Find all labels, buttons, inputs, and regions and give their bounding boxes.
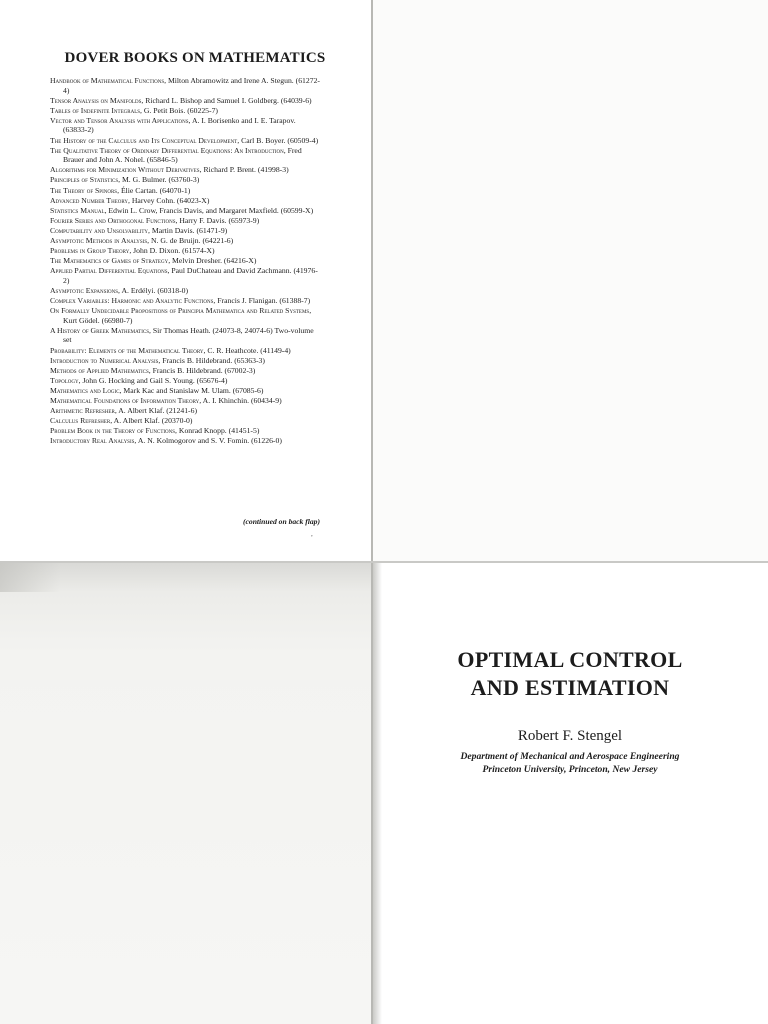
book-entry-details: A. N. Kolmogorov and S. V. Fomin. (61226-0) [136,436,282,446]
book-entry-details: A. I. Borisenko and I. E. Tarapov. (63833-2) [63,115,296,135]
book-entry [50,326,320,345]
book-entry-title: The Qualitative Theory of Ordinary Differential Equations: An Introduction, [50,145,286,155]
book-entry-details: Sir Thomas Heath. (24073-8, 24074-6) Two-volume set [63,325,314,345]
book-entry [50,226,320,236]
pen-mark: , [311,530,313,538]
book-entry-title: Handbook of Mathematical Functions, [50,76,167,85]
book-entry-details: Francis B. Hildebrand. (65363-3) [160,355,265,365]
book-entry [50,266,320,285]
book-entry [50,426,320,436]
book-entry-details: A. Albert Klaf. (20370-0) [112,416,193,426]
blank-page [372,0,768,562]
book-entry-details: Carl B. Boyer. (60509-4) [239,135,319,145]
book-entry-details: A. Erdélyi. (60318-0) [119,285,189,295]
continued-note: (continued on back flap) [243,517,320,526]
book-entry-details: Konrad Knopp. (41451-5) [176,426,260,436]
book-entry-title: The Theory of Spinors, [50,185,120,195]
book-entry-title: Introduction to Numerical Analysis, [50,355,161,365]
book-entry [50,216,320,226]
book-entry [50,175,320,185]
book-entry-title: Asymptotic Expansions, [50,285,120,295]
book-title-line-1: OPTIMAL CONTROL [457,647,683,672]
book-entry [50,106,320,116]
book-entry [50,376,320,386]
book-entry-details: Melvin Dresher. (64216-X) [170,256,257,266]
book-entry-title: Mathematical Foundations of Information Theory, [50,396,202,405]
book-entry [50,116,320,135]
book-entry-details: Francis B. Hildebrand. (67002-3) [150,365,256,375]
book-entry-title: A History of Greek Mathematics, [50,325,151,335]
book-entry [50,386,320,396]
book-entry [50,396,320,406]
book-entry-title: Arithmetic Refresher, [50,406,117,416]
book-entry-details: A. I. Khinchin. (60434-9) [201,396,282,405]
book-entry-title: Problems in Group Theory, [50,246,132,256]
blank-page-lower-left [0,562,372,1024]
book-entry [50,165,320,175]
book-entry-title: Tables of Indefinite Integrals, [50,105,142,115]
book-entry-details: Harvey Cohn. (64023-X) [129,195,210,205]
book-entry [50,306,320,325]
book-entry [50,286,320,296]
book-entry [50,356,320,366]
book-entry-title: Applied Partial Differential Equations, [50,266,170,276]
book-entry-details: Richard L. Bishop and Samuel I. Goldberg. (64039-6) [143,95,312,105]
book-entry [50,436,320,446]
book-entry-details: Mark Kac and Stanislaw M. Ulam. (67085-6) [121,385,264,395]
book-entry-details: G. Petit Bois. (60225-7) [141,105,218,115]
book-entry [50,416,320,426]
book-entry [50,186,320,196]
page-shadow [0,562,60,592]
book-entry-title: On Formally Undecidable Propositions of Principia Mathematica and Related Systems, [50,306,312,316]
book-entry-title: Vector and Tensor Analysis with Applications, [50,115,191,125]
author-name: Robert F. Stengel [517,728,623,744]
book-entry-title: Introductory Real Analysis, [50,436,137,446]
book-entry-details: John D. Dixon. (61574-X) [131,246,215,256]
book-entry-title: Topology, [50,375,81,385]
book-entry-details: Fred Brauer and John A. Nohel. (65846-5) [63,145,302,165]
book-entry-title: Fourier Series and Orthogonal Functions, [50,215,178,225]
book-entry-details: Paul DuChateau and David Zachmann. (41976-2) [63,266,318,285]
book-entry-title: Calculus Refresher, [50,416,113,426]
book-entry-details: Harry F. Davis. (65973-9) [177,215,260,225]
book-entry-title: Methods of Applied Mathematics, [50,365,151,375]
book-entry-details: Kurt Gödel. (66980-7) [63,315,133,325]
book-list [50,76,320,446]
book-entry [50,96,320,106]
book-entry-title: Tensor Analysis on Manifolds, [50,95,144,105]
book-entry-details: C. R. Heathcote. (41149-4) [205,345,291,355]
book-entry-title: The History of the Calculus and Its Conceptual Development, [50,135,240,145]
book-entry-title: Computability and Unsolvability, [50,225,150,235]
book-entry-details: Milton Abramowitz and Irene A. Stegun. (61272-4) [63,76,320,95]
book-entry-details: M. G. Bulmer. (63760-3) [120,175,200,185]
book-entry-title: Mathematics and Logic, [50,385,122,395]
book-entry-details: Edwin L. Crow, Francis Davis, and Margaret Maxfield. (60599-X) [106,205,314,215]
spine-divider [371,0,373,1024]
book-title-line-2: AND ESTIMATION [470,675,670,700]
book-entry [50,76,320,95]
book-entry-details: Martin Davis. (61471-9) [149,225,228,235]
book-entry-title: Complex Variables: Harmonic and Analytic Functions, [50,296,216,306]
book-entry-title: The Mathematics of Games of Strategy, [50,256,171,266]
book-entry-details: N. G. de Bruijn. (64221-6) [149,236,234,245]
book-entry [50,406,320,416]
book-entry-details: John G. Hocking and Gail S. Young. (65676-4) [80,375,228,385]
spine-shadow [372,562,382,1024]
book-entry [50,366,320,376]
book-entry [50,256,320,266]
page-divider [0,561,768,563]
book-entry-details: Richard P. Brent. (41998-3) [201,165,289,175]
author-department: Department of Mechanical and Aerospace Engineering [460,751,680,762]
book-entry-title: Asymptotic Methods in Analysis, [50,236,150,245]
book-entry [50,236,320,246]
book-entry-title: Probability: Elements of the Mathematical Theory, [50,345,206,355]
book-entry [50,136,320,146]
series-title: DOVER BOOKS ON MATHEMATICS [64,50,326,66]
book-entry [50,296,320,306]
book-entry-title: Algorithms for Minimization Without Derivatives, [50,165,202,175]
book-entry [50,346,320,356]
book-entry-title: Statistics Manual, [50,205,107,215]
book-entry-details: A. Albert Klaf. (21241-6) [116,406,198,416]
book-entry-details: Élie Cartan. (64070-1) [119,185,191,195]
book-entry [50,196,320,206]
book-entry [50,146,320,165]
book-entry-title: Principles of Statistics, [50,175,121,185]
book-entry [50,246,320,256]
book-entry [50,206,320,216]
title-page [372,562,768,1024]
book-title [372,646,768,702]
book-entry-title: Problem Book in the Theory of Functions, [50,426,177,436]
book-entry-details: Francis J. Flanigan. (61388-7) [215,296,311,306]
book-entry-title: Advanced Number Theory, [50,195,130,205]
author-university: Princeton University, Princeton, New Jersey [482,764,658,775]
